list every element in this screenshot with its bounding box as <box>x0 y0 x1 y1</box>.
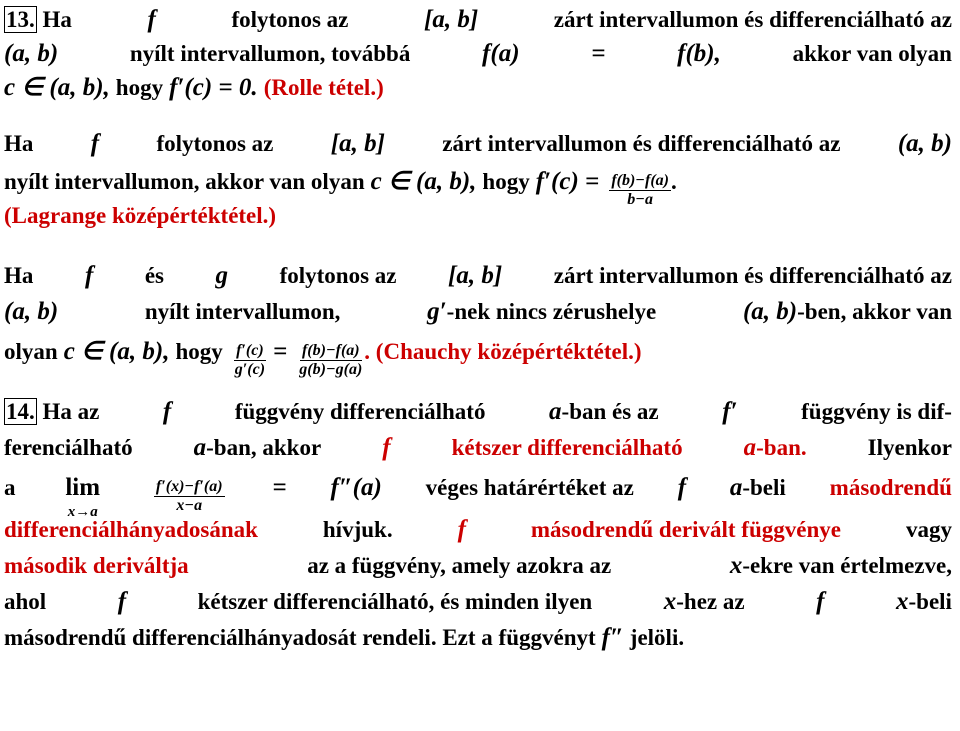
text: vagy <box>905 517 952 542</box>
math: (a, b) <box>742 298 798 325</box>
math: f <box>677 474 687 501</box>
nav-go-back[interactable] <box>721 714 782 729</box>
math: f′ <box>722 398 738 425</box>
text: akkor van olyan <box>792 41 952 66</box>
highlight-text: második deriváltja <box>4 553 189 578</box>
fraction-denominator: b−a <box>627 191 653 208</box>
fraction-numerator: f(b)−f(a) <box>301 342 360 359</box>
fraction-difference-quotient <box>154 478 225 515</box>
p4-line2 <box>4 430 952 466</box>
text: és <box>144 263 164 288</box>
nav-quit[interactable] <box>921 714 956 729</box>
math: g <box>215 262 229 289</box>
nav-close[interactable] <box>871 714 915 729</box>
limit-expression <box>65 470 100 518</box>
math: [a, b] <box>448 262 503 289</box>
math: a <box>193 434 207 461</box>
text: a <box>4 475 16 500</box>
nav-last[interactable] <box>680 714 716 729</box>
bullet-icon <box>921 717 930 726</box>
text: Ilyenkor <box>867 435 952 460</box>
nav-label: First <box>560 714 587 729</box>
text: másodrendű differenciálhányadosát rendeli. Ezt a függvényt <box>4 625 596 650</box>
text: -ban és az <box>561 399 659 424</box>
nav-label: Close <box>881 714 916 729</box>
math: c ∈ (a, b), <box>370 168 477 195</box>
text: zárt intervallumon és differenciálható az <box>553 263 952 288</box>
text: Ha <box>42 7 72 32</box>
highlight-text: kétszer differenciálható <box>451 435 683 460</box>
nav-label: Next <box>646 714 674 729</box>
text: nyílt intervallumon, továbbá <box>129 41 411 66</box>
nav-first[interactable] <box>550 714 586 729</box>
math: f′(c) = 0. <box>169 74 258 101</box>
text: hogy <box>482 169 530 194</box>
p1-line2 <box>4 36 952 72</box>
nav-label: Quit <box>932 714 956 729</box>
math: f <box>382 434 391 461</box>
math: (a, b) <box>4 40 59 67</box>
math: g′ <box>427 298 447 325</box>
highlight-text: differenciálhányadosának <box>4 517 258 542</box>
text: -ekre van értelmezve, <box>742 553 952 578</box>
highlight-text: másodrendű <box>829 475 952 500</box>
limit-subscript: x→a <box>67 504 98 520</box>
math: a <box>729 474 743 501</box>
text: folytonos az <box>156 131 274 156</box>
nav-label: Full Screen <box>799 714 865 729</box>
bullet-icon <box>680 717 689 726</box>
p3-line3 <box>4 334 952 383</box>
text: nyílt intervallumon, <box>144 299 341 324</box>
math: [a, b] <box>424 6 479 33</box>
math: f″(a) <box>330 474 382 501</box>
text: -hez az <box>676 589 745 614</box>
text: -beli <box>908 589 952 614</box>
math: c ∈ (a, b), <box>4 74 110 101</box>
p2-line3 <box>4 198 952 234</box>
p3-line2 <box>4 294 952 330</box>
text: folytonos az <box>279 263 397 288</box>
math: x <box>729 552 743 579</box>
text: hívjuk. <box>322 517 393 542</box>
nav-label: Go Back <box>732 714 783 729</box>
math: (a, b) <box>4 298 59 325</box>
math: a <box>549 398 562 425</box>
bullet-icon <box>550 717 559 726</box>
slide-navigation <box>550 714 956 729</box>
text: függvény is dif- <box>801 399 952 424</box>
nav-prev[interactable] <box>592 714 630 729</box>
nav-label: Prev <box>603 714 630 729</box>
math: x <box>663 588 677 615</box>
p1-line3 <box>4 70 952 106</box>
math: f(a) <box>482 40 520 67</box>
text: nyílt intervallumon, akkor van olyan <box>4 169 365 194</box>
math: f <box>90 130 100 157</box>
math: f″ <box>601 624 624 651</box>
text: -ben, akkor van <box>797 299 952 324</box>
highlight-text: másodrendű derivált függvénye <box>530 517 841 542</box>
text: hogy <box>115 75 164 100</box>
text: ahol <box>4 589 47 614</box>
math: f(b), <box>677 40 721 67</box>
text: . <box>670 169 677 194</box>
fraction-denominator: x−a <box>176 497 203 514</box>
bullet-icon <box>592 717 601 726</box>
fraction-denominator: g′(c) <box>234 361 266 378</box>
text: -beli <box>742 475 786 500</box>
text: -nek nincs zérushelye <box>446 299 657 324</box>
p1-line1 <box>4 2 952 38</box>
p4-line5 <box>4 548 952 584</box>
text: olyan <box>4 339 58 364</box>
text: Ha <box>4 263 34 288</box>
p4-line6 <box>4 584 952 620</box>
p2-line1 <box>4 126 952 162</box>
math: f <box>84 262 94 289</box>
math: a <box>743 434 757 461</box>
math: x <box>896 588 909 615</box>
math: (a, b) <box>897 130 952 157</box>
math: c ∈ (a, b), <box>63 338 170 365</box>
bullet-icon <box>721 717 730 726</box>
math: f <box>457 516 466 543</box>
fraction-numerator: f′(x)−f′(a) <box>155 478 223 495</box>
math: = <box>272 474 287 501</box>
math: f <box>816 588 825 615</box>
fraction-numerator: f(b)−f(a) <box>611 172 669 189</box>
p4-line7 <box>4 620 952 656</box>
text: véges határértéket az <box>425 475 634 500</box>
math: f <box>162 398 172 425</box>
nav-next[interactable] <box>636 714 674 729</box>
text: hogy <box>175 339 223 364</box>
fraction-numerator: f′(c) <box>236 342 264 359</box>
p4-line4 <box>4 512 952 548</box>
text: -ban, akkor <box>206 435 322 460</box>
highlight-text: -ban. <box>756 435 807 460</box>
math: = <box>591 40 606 67</box>
text: zárt intervallumon és differenciálható az <box>442 131 841 156</box>
text: jelöli. <box>629 625 685 650</box>
text: ferenciálható <box>4 435 133 460</box>
text: függvény differenciálható <box>234 399 486 424</box>
p4-line1 <box>4 394 952 430</box>
bullet-icon <box>788 717 797 726</box>
item-number-13: 13. <box>6 7 35 32</box>
math: = <box>273 338 288 365</box>
text: Ha <box>4 131 34 156</box>
limit-operator: lim <box>65 474 101 501</box>
bullet-icon <box>871 717 880 726</box>
math: f <box>147 6 156 33</box>
text: zárt intervallumon és differenciálható az <box>553 7 952 32</box>
math: [a, b] <box>330 130 385 157</box>
text: Ha az <box>42 399 100 424</box>
text: folytonos az <box>231 7 349 32</box>
nav-full-screen[interactable] <box>788 714 865 729</box>
fraction-denominator: g(b)−g(a) <box>299 361 363 378</box>
theorem-name-cauchy: . (Chauchy középértéktétel.) <box>364 339 642 364</box>
text: kétszer differenciálható, és minden ilyen <box>197 589 593 614</box>
fraction-cauchy-left <box>233 342 267 379</box>
theorem-name-rolle: (Rolle tétel.) <box>263 75 384 100</box>
item-number-14: 14. <box>6 399 35 424</box>
theorem-name-lagrange: (Lagrange középértéktétel.) <box>4 203 277 228</box>
p3-line1 <box>4 258 952 294</box>
math: f <box>117 588 127 615</box>
text: az a függvény, amely azokra az <box>307 553 612 578</box>
nav-label: Last <box>690 714 716 729</box>
math: f′(c) = <box>535 168 600 195</box>
bullet-icon <box>636 717 645 726</box>
fraction-cauchy-right <box>297 342 364 379</box>
